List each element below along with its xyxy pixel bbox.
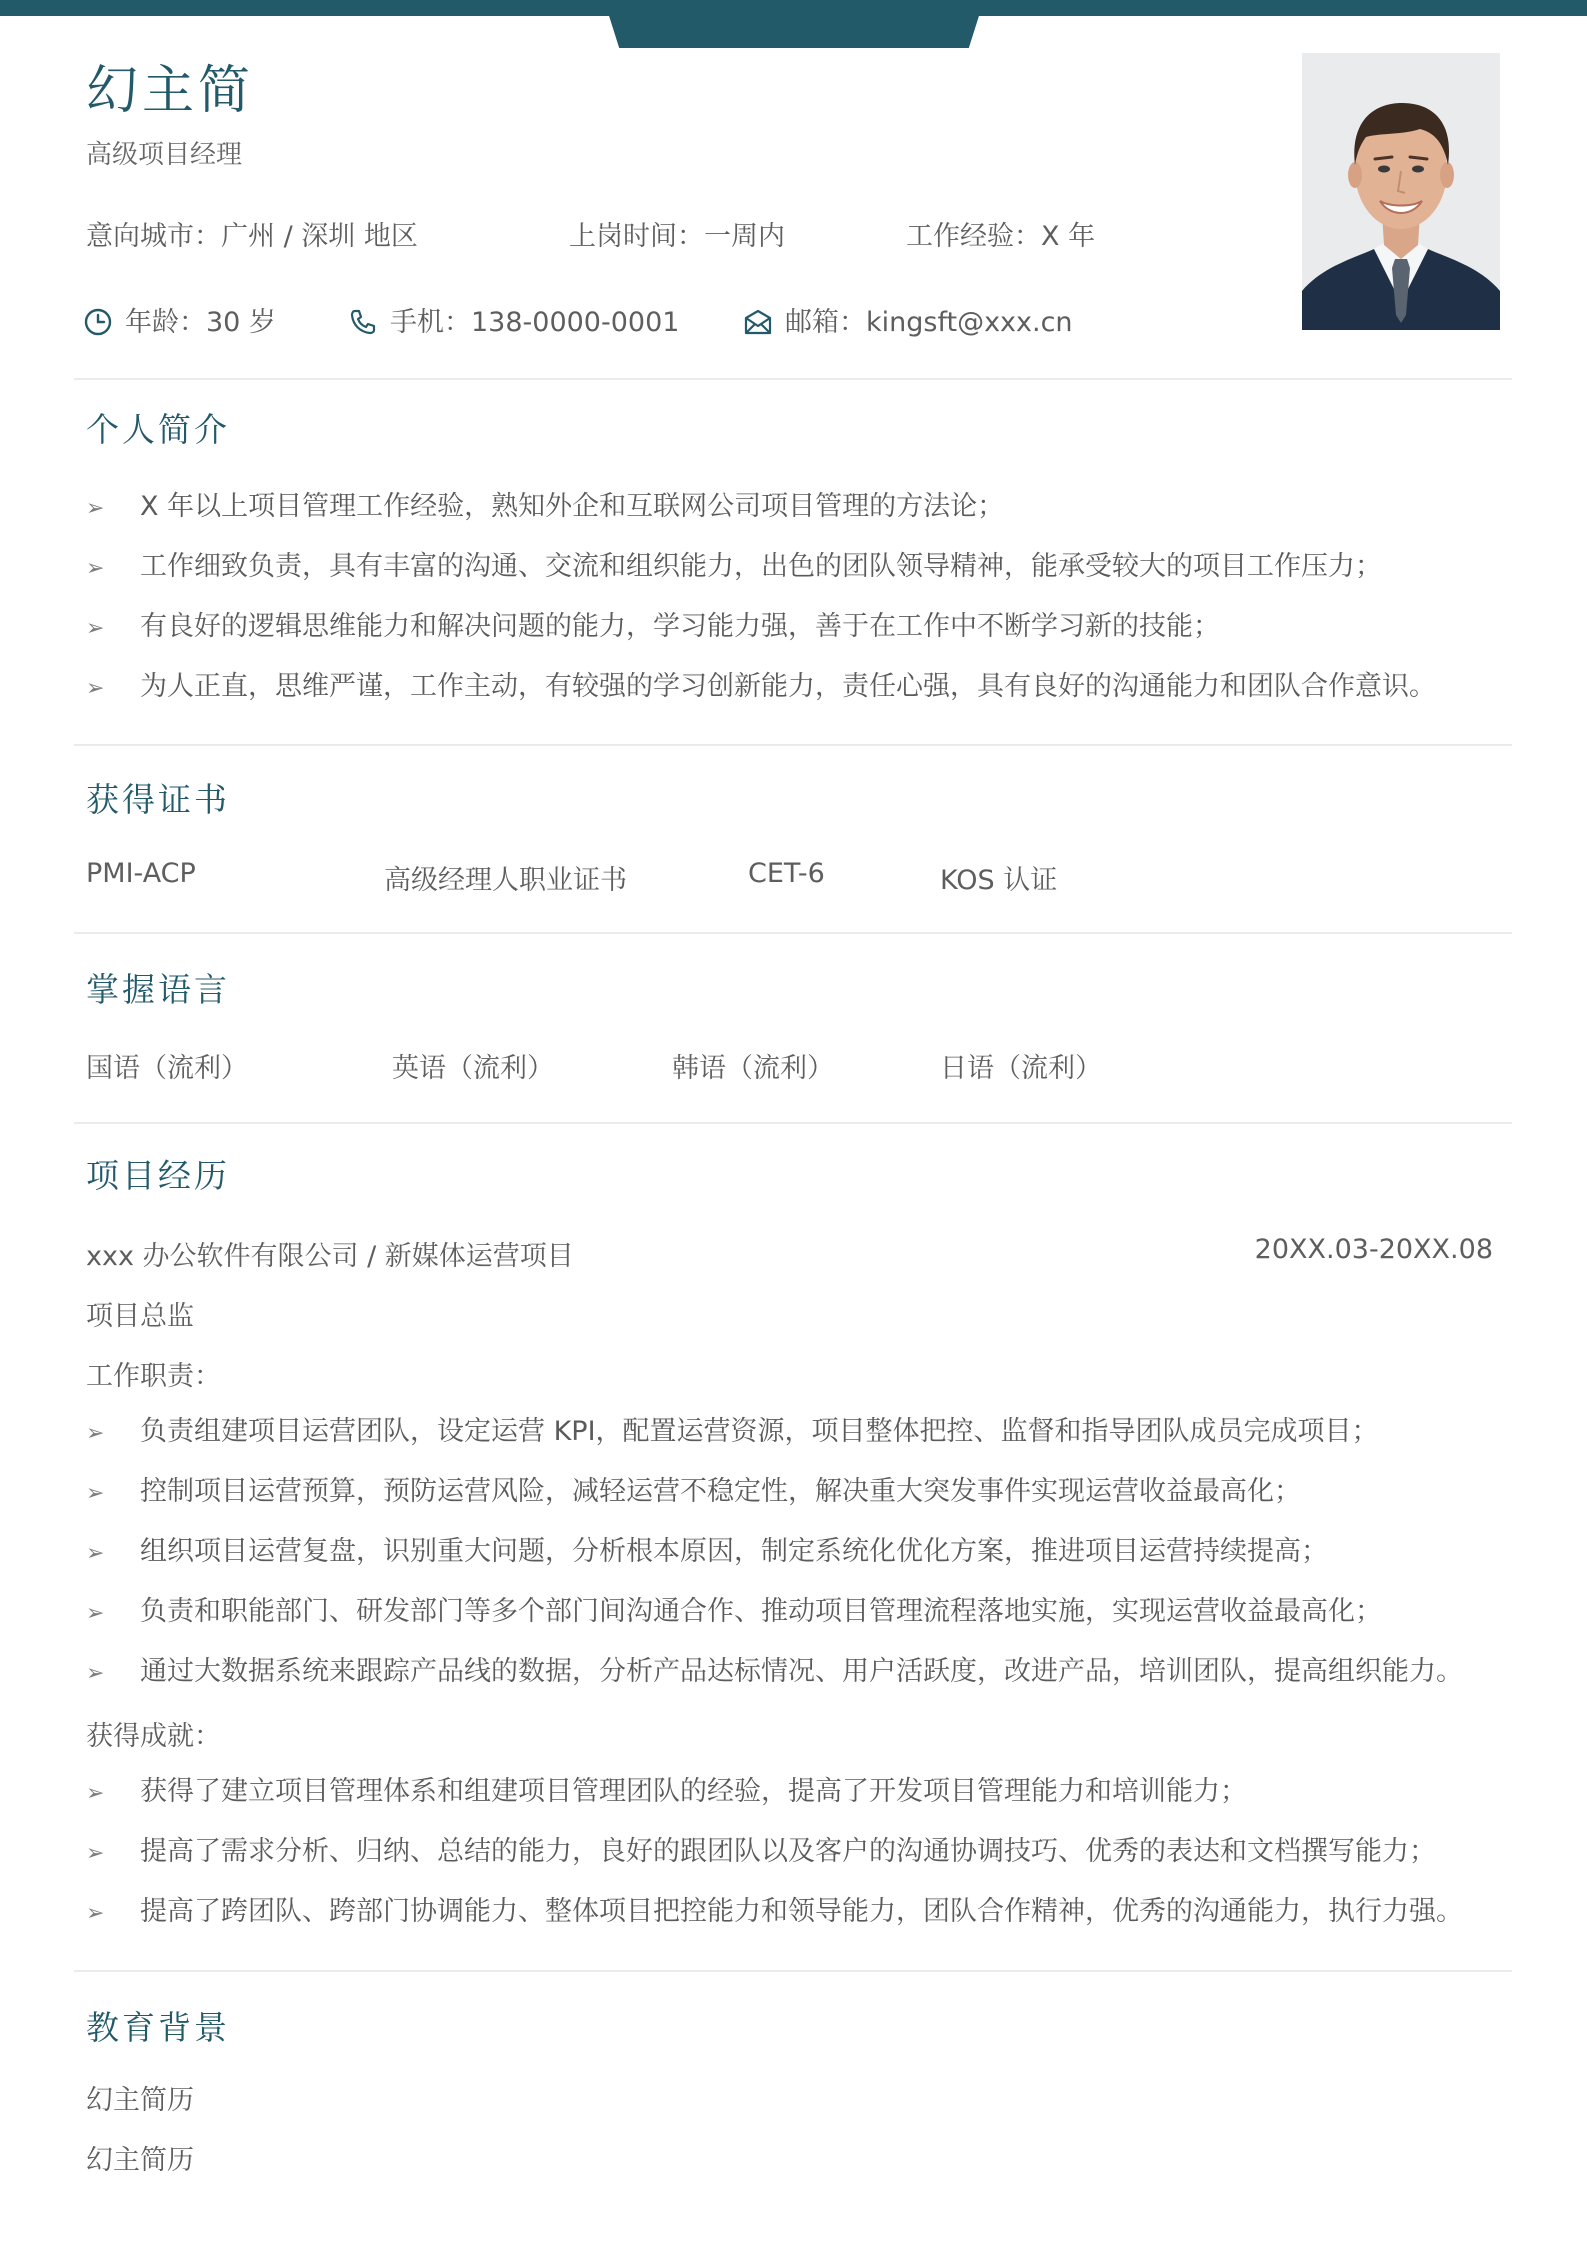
email-value[interactable]: kingsft@xxx.cn [866,307,1073,338]
certificates-section-title: 获得证书 [86,780,230,819]
project-company: xxx 办公软件有限公司 / 新媒体运营项目 [86,1241,574,1272]
list-item-text: 有良好的逻辑思维能力和解决问题的能力，学习能力强，善于在工作中不断学习新的技能； [140,611,1220,642]
list-item [86,537,1436,597]
start-time-label: 上岗时间： [569,221,704,252]
list-item-text: 提高了需求分析、归纳、总结的能力，良好的跟团队以及客户的沟通协调技巧、优秀的表达和文档撰写能力； [140,1836,1436,1867]
list-item [86,657,1436,717]
arrowhead-icon: ➢ [86,616,105,641]
envelope-icon [743,307,773,337]
certificate-item: 高级经理人职业证书 [384,865,627,896]
phone-value[interactable]: 138-0000-0001 [471,307,680,338]
phone-label: 手机： [390,307,471,338]
profile-photo [1302,53,1500,330]
job-title: 高级项目经理 [86,140,243,170]
list-item-text: 控制项目运营预算，预防运营风险，减轻运营不稳定性，解决重大突发事件实现运营收益最高化； [140,1476,1301,1507]
projects-divider [74,1970,1512,1972]
target-city-value: 广州 / 深圳 地区 [221,221,418,252]
project-date: 20XX.03-20XX.08 [1254,1234,1493,1265]
profile-section-title: 个人简介 [86,410,230,449]
top-accent-notch [604,0,984,48]
language-item: 英语（流利） [392,1053,554,1084]
languages-divider [74,1122,1512,1124]
list-item-text: 为人正直，思维严谨，工作主动，有较强的学习创新能力，责任心强，具有良好的沟通能力和团队合作意识。 [140,671,1436,702]
arrowhead-icon: ➢ [86,1661,105,1686]
target-city [86,214,418,253]
achievements-label: 获得成就： [86,1721,221,1752]
age-value: 30 岁 [206,307,276,338]
certificates-divider [74,932,1512,934]
phone-info [348,300,679,339]
list-item [86,1822,1463,1882]
achievements-list [86,1762,1463,1942]
start-time-value: 一周内 [704,221,785,252]
profile-list [86,477,1436,717]
work-experience-value: X 年 [1041,221,1096,252]
profile-divider [74,744,1512,746]
list-item-text: 获得了建立项目管理体系和组建项目管理团队的经验，提高了开发项目管理能力和培训能力； [140,1776,1247,1807]
list-item-text: 负责和职能部门、研发部门等多个部门间沟通合作、推动项目管理流程落地实施，实现运营收益最高化； [140,1596,1382,1627]
duties-label: 工作职责： [86,1361,221,1392]
arrowhead-icon: ➢ [86,1601,105,1626]
clock-icon [83,307,113,337]
list-item [86,477,1436,537]
arrowhead-icon: ➢ [86,1901,105,1926]
duties-list [86,1402,1463,1702]
list-item-text: 组织项目运营复盘，识别重大问题，分析根本原因，制定系统化优化方案，推进项目运营持续提高； [140,1536,1328,1567]
list-item-text: X 年以上项目管理工作经验，熟知外企和互联网公司项目管理的方法论； [140,491,1005,522]
arrowhead-icon: ➢ [86,1481,105,1506]
list-item [86,1882,1463,1942]
arrowhead-icon: ➢ [86,1781,105,1806]
start-time [569,214,785,253]
list-item [86,597,1436,657]
phone-icon [348,307,378,337]
list-item [86,1402,1463,1462]
age-info [83,300,276,339]
language-item: 国语（流利） [86,1053,248,1084]
list-item [86,1462,1463,1522]
list-item-text: 负责组建项目运营团队，设定运营 KPI，配置运营资源，项目整体把控、监督和指导团队成员完成项目； [140,1416,1379,1447]
list-item-text: 工作细致负责，具有丰富的沟通、交流和组织能力，出色的团队领导精神，能承受较大的项目工作压力； [140,551,1382,582]
language-item: 韩语（流利） [672,1053,834,1084]
projects-section-title: 项目经历 [86,1156,230,1195]
list-item [86,1522,1463,1582]
list-item [86,1582,1463,1642]
list-item [86,1762,1463,1822]
certificate-item: CET-6 [748,858,825,889]
work-experience [906,214,1095,253]
list-item-text: 通过大数据系统来跟踪产品线的数据，分析产品达标情况、用户活跃度，改进产品，培训团队，提高组织能力。 [140,1656,1463,1687]
email-info [743,300,1073,339]
email-label: 邮箱： [785,307,866,338]
list-item [86,1642,1463,1702]
education-item: 幻主简历 [86,2145,194,2176]
target-city-label: 意向城市： [86,221,221,252]
education-section-title: 教育背景 [86,2008,230,2047]
arrowhead-icon: ➢ [86,496,105,521]
education-item: 幻主简历 [86,2085,194,2116]
arrowhead-icon: ➢ [86,1421,105,1446]
arrowhead-icon: ➢ [86,1541,105,1566]
list-item-text: 提高了跨团队、跨部门协调能力、整体项目把控能力和领导能力，团队合作精神，优秀的沟通能力，执行力强。 [140,1896,1463,1927]
arrowhead-icon: ➢ [86,676,105,701]
age-label: 年龄： [125,307,206,338]
certificate-item: PMI-ACP [86,858,196,889]
work-experience-label: 工作经验： [906,221,1041,252]
arrowhead-icon: ➢ [86,556,105,581]
candidate-name: 幻主简 [86,61,255,121]
header-divider [74,378,1512,380]
languages-section-title: 掌握语言 [86,970,230,1009]
arrowhead-icon: ➢ [86,1841,105,1866]
certificate-item: KOS 认证 [940,865,1058,896]
project-role: 项目总监 [86,1301,194,1332]
language-item: 日语（流利） [940,1053,1102,1084]
